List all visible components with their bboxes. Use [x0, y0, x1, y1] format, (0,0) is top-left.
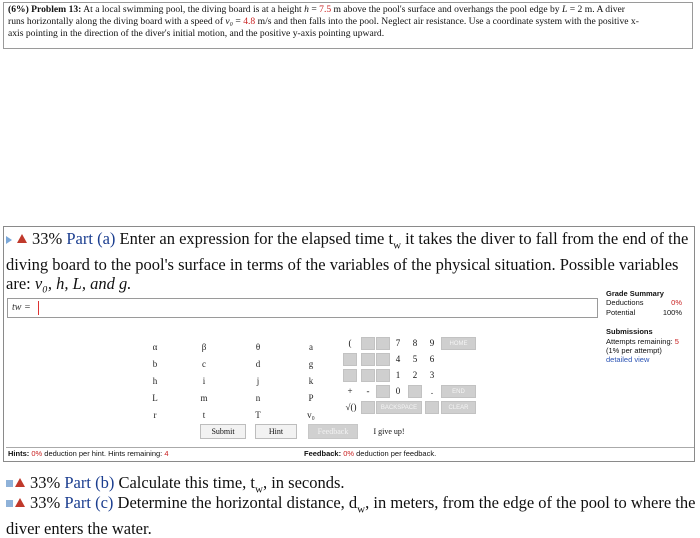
key-home[interactable]: HOME	[441, 337, 476, 350]
key-4[interactable]: 4	[395, 354, 401, 364]
submit-button[interactable]: Submit	[200, 424, 246, 439]
key-end[interactable]: END	[441, 385, 476, 398]
key-decimal[interactable]: .	[430, 386, 434, 396]
attempts-value: 5	[674, 336, 679, 346]
hints-label: Hints:	[8, 449, 30, 458]
feedback-info	[304, 448, 436, 460]
symbol-column-1	[147, 342, 163, 427]
hints-pct: 0%	[31, 449, 43, 458]
part-a-vars: v₀, h, L, and g.	[34, 274, 132, 294]
hint-button[interactable]: Hint	[255, 424, 297, 439]
feedback-label: Feedback:	[304, 449, 342, 458]
symbol-column-2	[196, 342, 212, 427]
problem-statement	[3, 2, 693, 49]
deductions-row	[606, 298, 692, 307]
problem-line-2: runs horizontally along the diving board with a speed of v₀ = 4.8 m/s and then falls into the pool. Neglect air resistance. Use a coordinate system with the positive x-	[8, 16, 639, 28]
symbol-b[interactable]: b	[152, 359, 158, 369]
key-clear[interactable]: CLEAR	[441, 401, 476, 414]
symbol-t[interactable]: t	[202, 410, 206, 420]
grade-summary	[606, 289, 692, 365]
potential-row	[606, 308, 692, 317]
symbol-column-4	[303, 342, 319, 427]
key-1[interactable]: 1	[395, 370, 401, 380]
key-r4-c[interactable]	[376, 385, 390, 398]
potential-label: Potential	[606, 307, 636, 317]
part-c-text: Determine the horizontal distance, d	[117, 493, 358, 512]
part-a-label: Part (a)	[66, 229, 116, 248]
part-c-heading[interactable]	[6, 493, 696, 538]
key-r3-a[interactable]	[343, 369, 357, 382]
key-5[interactable]: 5	[412, 354, 418, 364]
equals: =	[308, 4, 320, 15]
problem-text-2a: runs horizontally along the diving board with a speed of	[8, 16, 226, 28]
part-c-label: Part (c)	[64, 493, 114, 512]
key-r3-b[interactable]	[361, 369, 375, 382]
symbol-g[interactable]: g	[308, 359, 314, 369]
hints-text: deduction per hint. Hints remaining:	[42, 449, 165, 458]
hints-remaining: 4	[164, 449, 169, 458]
part-b-label: Part (b)	[64, 473, 115, 492]
problem-text-1a: At a local swimming pool, the diving board is at a height	[83, 4, 305, 15]
warning-icon	[15, 498, 25, 507]
symbol-j[interactable]: j	[256, 376, 260, 386]
attempts-row	[606, 337, 692, 346]
key-open-paren[interactable]: (	[348, 338, 352, 348]
key-r5-f[interactable]	[425, 401, 439, 414]
problem-text-1b: m above the pool's surface and overhangs the pool edge by	[331, 4, 562, 15]
key-r2-b[interactable]	[361, 353, 375, 366]
part-icon	[6, 500, 13, 507]
key-blank-1[interactable]	[376, 337, 390, 350]
key-2[interactable]: 2	[412, 370, 418, 380]
symbol-n[interactable]: n	[255, 393, 261, 403]
symbol-d[interactable]: d	[255, 359, 261, 369]
expand-arrow-icon[interactable]	[6, 236, 12, 244]
part-icon	[6, 480, 13, 487]
key-6[interactable]: 6	[429, 354, 435, 364]
part-a-text2: it takes the diver to fall from the end of the diving board to the pool's surface in terms of the variables of the physical situation. Possible variables are:	[6, 229, 689, 294]
problem-line-3: axis pointing in the direction of the diver's initial motion, and the positive y-axis pointing upward.	[8, 28, 385, 40]
problem-number: (6%) Problem 13:	[8, 4, 82, 15]
key-r2-a[interactable]	[343, 353, 357, 366]
deductions-value: 0%	[671, 298, 682, 308]
symbol-theta[interactable]: θ	[255, 342, 261, 352]
part-a-sub: w	[393, 239, 402, 252]
part-b-text: Calculate this time, t	[118, 473, 256, 492]
L-symbol: L	[562, 4, 568, 15]
key-r5-b[interactable]	[361, 401, 375, 414]
part-b-text2: , in seconds.	[262, 473, 345, 492]
key-sqrt[interactable]: √()	[345, 402, 357, 412]
feedback-button[interactable]: Feedback	[308, 424, 358, 439]
symbol-k[interactable]: k	[308, 376, 314, 386]
part-c-percent: 33%	[30, 493, 61, 512]
problem-line-1	[8, 4, 688, 16]
potential-value: 100%	[662, 307, 682, 317]
key-close-paren[interactable]	[361, 337, 375, 350]
symbol-beta[interactable]: β	[201, 342, 207, 352]
key-r2-c[interactable]	[376, 353, 390, 366]
symbol-i[interactable]: i	[202, 376, 206, 386]
grade-summary-title: Grade Summary	[606, 289, 664, 298]
hints-info	[8, 448, 169, 460]
hints-feedback-bar	[6, 447, 694, 460]
symbol-h[interactable]: h	[152, 376, 158, 386]
symbol-r[interactable]: r	[153, 410, 157, 420]
symbol-P[interactable]: P	[308, 393, 314, 403]
v-symbol: v₀	[225, 16, 234, 28]
key-r3-c[interactable]	[376, 369, 390, 382]
key-3[interactable]: 3	[429, 370, 435, 380]
part-c-text2: , in meters, from the edge of the pool to where the diver enters the water.	[6, 493, 696, 538]
key-0[interactable]: 0	[395, 386, 401, 396]
part-a-heading	[6, 229, 690, 293]
attempts-label: Attempts remaining:	[606, 336, 673, 346]
key-8[interactable]: 8	[412, 338, 418, 348]
h-symbol: h	[304, 4, 309, 15]
problem-text-2b: m/s and then falls into the pool. Neglect air resistance. Use a coordinate system with the positive x-	[255, 16, 639, 28]
part-a-text: Enter an expression for the elapsed time t	[119, 229, 394, 248]
symbol-alpha[interactable]: α	[152, 342, 158, 352]
symbol-c[interactable]: c	[202, 359, 206, 369]
submissions-title: Submissions	[606, 327, 653, 337]
key-backspace[interactable]: BACKSPACE	[376, 401, 422, 414]
warning-icon	[17, 234, 27, 243]
answer-input[interactable]	[38, 301, 581, 315]
symbol-column-3	[250, 342, 266, 427]
v-value: 4.8	[243, 16, 256, 28]
per-attempt: (1% per attempt)	[606, 346, 662, 356]
key-7[interactable]: 7	[395, 338, 401, 348]
symbol-T[interactable]: T	[255, 410, 261, 420]
symbol-v0[interactable]: v₀	[307, 410, 315, 420]
feedback-pct: 0%	[343, 449, 355, 458]
feedback-text: deduction per feedback.	[354, 449, 437, 458]
key-r4-e[interactable]	[408, 385, 422, 398]
L-value: = 2 m. A diver	[567, 4, 625, 15]
answer-label: tw =	[12, 302, 31, 313]
symbol-a[interactable]: a	[309, 342, 313, 352]
key-plus[interactable]: +	[347, 386, 353, 396]
key-9[interactable]: 9	[429, 338, 435, 348]
symbol-L[interactable]: L	[152, 393, 158, 403]
warning-icon	[15, 478, 25, 487]
part-a-percent: 33%	[32, 229, 63, 248]
part-b-sub: w	[255, 483, 263, 496]
part-c-sub: w	[357, 503, 366, 516]
part-b-percent: 33%	[30, 473, 61, 492]
symbol-m[interactable]: m	[200, 393, 208, 403]
key-minus[interactable]: -	[366, 386, 370, 396]
deductions-label: Deductions	[606, 298, 644, 308]
give-up-button[interactable]: I give up!	[365, 424, 413, 439]
h-value: 7.5	[319, 4, 332, 15]
detailed-view-link[interactable]: detailed view	[606, 355, 650, 365]
